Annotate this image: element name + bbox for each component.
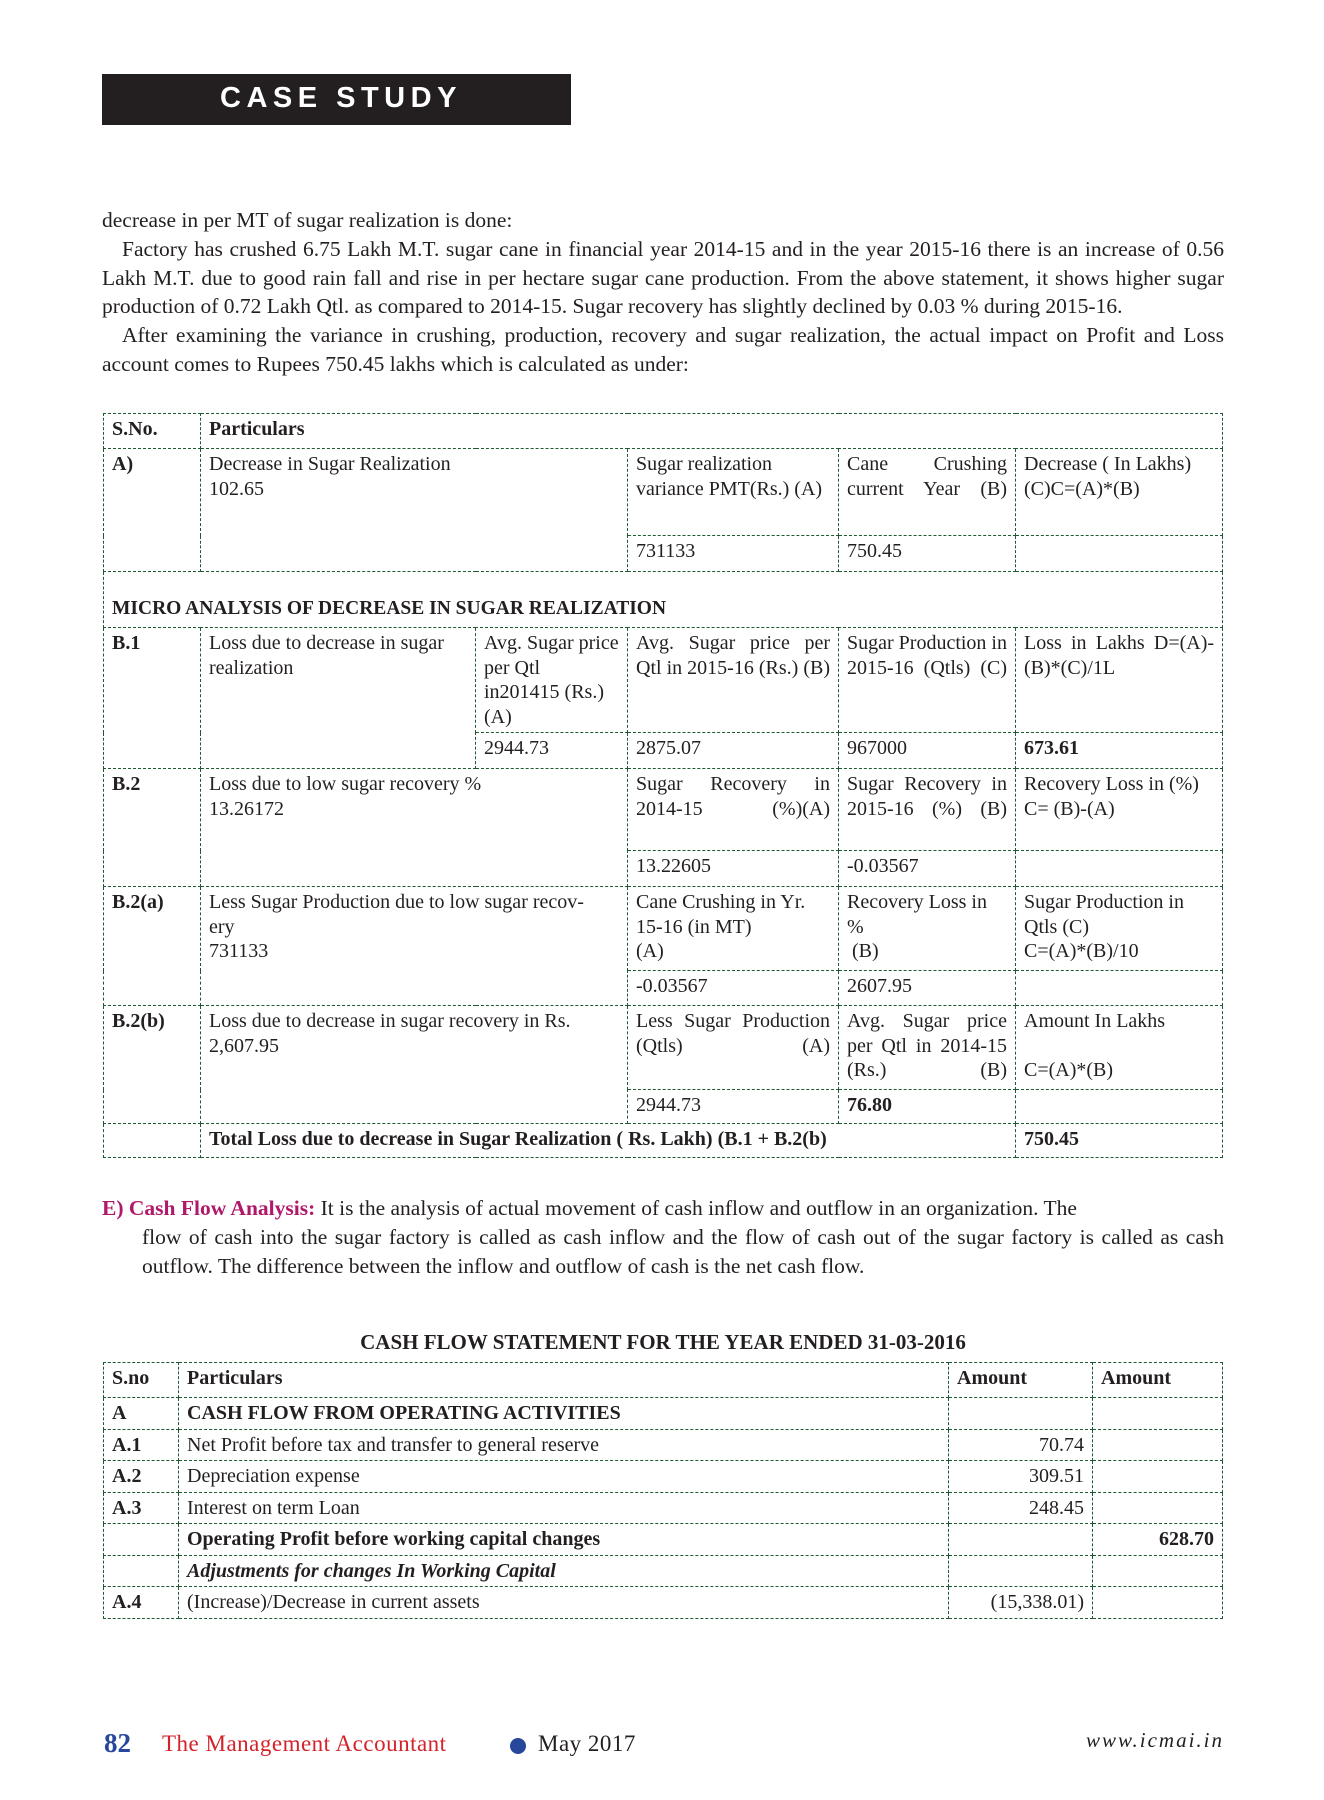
row-b2a-sno: B.2(a) xyxy=(104,887,201,1006)
row-a-val-a: 731133 xyxy=(628,536,839,572)
micro-analysis-heading: MICRO ANALYSIS OF DECREASE IN SUGAR REALIZATION xyxy=(104,572,1223,628)
intro-paragraph-1: decrease in per MT of sugar realization is done: xyxy=(102,208,513,232)
intro-paragraph-2: Factory has crushed 6.75 Lakh M.T. sugar cane in financial year 2014-15 and in the year 2015-16 there is an increase of 0.56 Lakh M.T. due to good rain fall and rise in per hectare sugar cane production. From the above statement, it shows higher sugar production of 0.72 Lakh Qtl. as compared to 2014-15. Sugar recovery has slightly declined by 0.03 % during 2015-16. xyxy=(102,236,1224,319)
row-b1-col-d-label: Loss in Lakhs D=(A)-(B)*(C)/1L xyxy=(1016,628,1223,733)
cf-header-sno: S.no xyxy=(104,1363,179,1398)
row-b2a-val-b: 2607.95 xyxy=(839,971,1016,1006)
banner-label: CASE STUDY xyxy=(220,82,462,114)
cf-row-amount-2 xyxy=(1093,1429,1223,1461)
total-value: 750.45 xyxy=(1016,1124,1223,1158)
cash-flow-analysis-text: flow of cash into the sugar factory is called as cash inflow and the flow of cash out of the sugar factory is called as cash outflow. The difference between the inflow and outflow of cash is the net cash flow. xyxy=(142,1224,1224,1278)
row-b2-particulars xyxy=(201,769,628,887)
cf-row-sno xyxy=(104,1555,179,1587)
page-footer xyxy=(102,1728,1224,1764)
cf-row-particulars: Interest on term Loan xyxy=(179,1492,949,1524)
page-number: 82 xyxy=(104,1728,131,1758)
cf-row-amount-1 xyxy=(949,1398,1093,1430)
row-b2-col-c-label: Recovery Loss in (%) C= (B)-(A) xyxy=(1016,769,1223,851)
table-row-b2 xyxy=(104,769,1223,851)
row-b2a-particulars-line-1: Less Sugar Production due to low sugar recov- xyxy=(209,891,584,913)
row-a-particulars xyxy=(201,449,628,572)
sugar-realization-table xyxy=(103,413,1223,1158)
row-b2a-col-c-label xyxy=(1016,887,1223,971)
cf-row-sno: A.3 xyxy=(104,1492,179,1524)
total-label: Total Loss due to decrease in Sugar Realization ( Rs. Lakh) (B.1 + B.2(b) xyxy=(201,1124,1016,1158)
cf-table-row xyxy=(104,1398,1223,1430)
row-b2b-particulars xyxy=(201,1006,628,1124)
cf-row-amount-2: 628.70 xyxy=(1093,1524,1223,1556)
table-row-total xyxy=(104,1124,1223,1158)
cf-table-row xyxy=(104,1492,1223,1524)
row-b2a-particulars xyxy=(201,887,628,1006)
cf-header-particulars: Particulars xyxy=(179,1363,949,1398)
row-b2a-col-a-line-3: (A) xyxy=(636,940,664,962)
case-study-banner xyxy=(102,74,571,125)
website-link[interactable]: www.icmai.in xyxy=(1086,1728,1224,1752)
cf-row-sno: A.2 xyxy=(104,1461,179,1493)
row-b2a-val-c xyxy=(1016,971,1223,1006)
cf-row-amount-1 xyxy=(949,1524,1093,1556)
row-b2b-col-c-label xyxy=(1016,1006,1223,1090)
row-b2b-particulars-label: Loss due to decrease in sugar recovery in Rs. xyxy=(209,1010,571,1032)
row-b2b-particulars-value: 2,607.95 xyxy=(209,1034,279,1057)
cf-table-row xyxy=(104,1429,1223,1461)
row-b1-col-b-label: Avg. Sugar price per Qtl in 2015-16 (Rs.) (B) xyxy=(628,628,839,733)
row-b2-particulars-value: 13.26172 xyxy=(209,797,284,820)
row-b2-particulars-label: Loss due to low sugar recovery % xyxy=(209,773,482,795)
row-b2-sno: B.2 xyxy=(104,769,201,887)
table-row-a xyxy=(104,449,1223,536)
row-a-sno: A) xyxy=(104,449,201,572)
cf-table-row xyxy=(104,1555,1223,1587)
row-b2a-col-b-line-2: % xyxy=(847,915,864,938)
cf-table-row xyxy=(104,1587,1223,1619)
row-b1-col-c-label: Sugar Production in 2015-16 (Qtls) (C) xyxy=(839,628,1016,733)
row-b2a-col-b-line-1: Recovery Loss in xyxy=(847,891,987,913)
row-b1-sno: B.1 xyxy=(104,628,201,769)
row-b2a-particulars-line-2: ery xyxy=(209,915,235,938)
table-row-b1 xyxy=(104,628,1223,733)
row-b2-val-c xyxy=(1016,851,1223,887)
micro-analysis-heading-row xyxy=(104,572,1223,628)
row-b1-val-d: 673.61 xyxy=(1016,733,1223,769)
row-b2a-col-c-line-2: Qtls (C) xyxy=(1024,915,1089,938)
row-b2b-col-c-line-1: Amount In Lakhs xyxy=(1024,1010,1166,1032)
row-a-val-c xyxy=(1016,536,1223,572)
cf-row-amount-1: 70.74 xyxy=(949,1429,1093,1461)
row-b1-val-c: 967000 xyxy=(839,733,1016,769)
row-a-val-b: 750.45 xyxy=(839,536,1016,572)
row-b1-particulars: Loss due to decrease in sugar realization xyxy=(201,628,476,769)
row-a-particulars-value: 102.65 xyxy=(209,477,264,500)
cf-row-amount-2 xyxy=(1093,1587,1223,1619)
cf-row-particulars: Adjustments for changes In Working Capital xyxy=(179,1555,949,1587)
cash-flow-analysis-first-line: It is the analysis of actual movement of cash inflow and outflow in an organization. The xyxy=(315,1196,1077,1220)
row-a-col-a-label: Sugar realization variance PMT(Rs.) (A) xyxy=(628,449,839,536)
row-b2b-col-a-label: Less Sugar Production (Qtls) (A) xyxy=(628,1006,839,1090)
row-a-particulars-label: Decrease in Sugar Realization xyxy=(209,453,451,475)
bullet-dot-icon xyxy=(510,1738,526,1754)
header-sno: S.No. xyxy=(104,414,201,449)
row-b2a-col-b-line-3: (B) xyxy=(847,940,879,962)
row-b2a-col-c-line-3: C=(A)*(B)/10 xyxy=(1024,940,1139,962)
cf-header-amount-2: Amount xyxy=(1093,1363,1223,1398)
issue-date: May 2017 xyxy=(538,1731,636,1756)
row-b2a-col-c-line-1: Sugar Production in xyxy=(1024,891,1184,913)
header-particulars: Particulars xyxy=(201,414,1223,449)
cf-header-row xyxy=(104,1363,1223,1398)
table-row-b2b xyxy=(104,1006,1223,1090)
intro-paragraph-3: After examining the variance in crushing, production, recovery and sugar realization, the actual impact on Profit and Loss account comes to Rupees 750.45 lakhs which is calculated as under: xyxy=(102,323,1224,376)
row-b2a-col-b-label xyxy=(839,887,1016,971)
row-b1-col-a-label: Avg. Sugar price per Qtl in201415 (Rs.)(A) xyxy=(476,628,628,733)
magazine-title: The Management Accountant xyxy=(162,1731,447,1756)
row-a-col-c-label: Decrease ( In Lakhs) (C)C=(A)*(B) xyxy=(1016,449,1223,536)
row-b1-val-b: 2875.07 xyxy=(628,733,839,769)
cf-row-amount-1 xyxy=(949,1555,1093,1587)
cf-row-particulars: Depreciation expense xyxy=(179,1461,949,1493)
row-b1-val-a: 2944.73 xyxy=(476,733,628,769)
row-b2b-val-c xyxy=(1016,1090,1223,1124)
cf-row-amount-1: (15,338.01) xyxy=(949,1587,1093,1619)
cash-flow-analysis-section xyxy=(102,1194,1224,1280)
table-row-b2a xyxy=(104,887,1223,971)
row-b2-val-b: -0.03567 xyxy=(839,851,1016,887)
row-a-col-b-label: Cane Crushing current Year (B) xyxy=(839,449,1016,536)
intro-text xyxy=(102,206,1224,379)
row-b2-col-a-label: Sugar Recovery in 2014-15 (%)(A) xyxy=(628,769,839,851)
row-b2b-sno: B.2(b) xyxy=(104,1006,201,1124)
cf-row-sno xyxy=(104,1524,179,1556)
cf-row-particulars: Operating Profit before working capital changes xyxy=(179,1524,949,1556)
cf-row-amount-2 xyxy=(1093,1461,1223,1493)
cf-row-particulars: Net Profit before tax and transfer to general reserve xyxy=(179,1429,949,1461)
row-b2b-val-b: 76.80 xyxy=(839,1090,1016,1124)
row-b2-col-b-label: Sugar Recovery in 2015-16 (%) (B) xyxy=(839,769,1016,851)
cf-row-particulars: CASH FLOW FROM OPERATING ACTIVITIES xyxy=(179,1398,949,1430)
cf-row-amount-1: 248.45 xyxy=(949,1492,1093,1524)
row-b2b-col-c-line-2: C=(A)*(B) xyxy=(1024,1058,1114,1081)
total-sno xyxy=(104,1124,201,1158)
row-b2a-particulars-value: 731133 xyxy=(209,940,269,962)
cf-row-amount-2 xyxy=(1093,1492,1223,1524)
cf-row-sno: A.1 xyxy=(104,1429,179,1461)
cash-flow-analysis-heading: E) Cash Flow Analysis: xyxy=(102,1196,316,1220)
cash-flow-statement-title: CASH FLOW STATEMENT FOR THE YEAR ENDED 31-03-2016 xyxy=(360,1330,966,1354)
table-header-row xyxy=(104,414,1223,449)
row-b2a-col-a-label xyxy=(628,887,839,971)
row-b2a-col-a-line-1: Cane Crushing in Yr. xyxy=(636,891,806,913)
cf-row-amount-2 xyxy=(1093,1398,1223,1430)
row-b2b-val-a: 2944.73 xyxy=(628,1090,839,1124)
cf-table-row xyxy=(104,1461,1223,1493)
row-b2-val-a: 13.22605 xyxy=(628,851,839,887)
cf-row-sno: A xyxy=(104,1398,179,1430)
cf-row-particulars: (Increase)/Decrease in current assets xyxy=(179,1587,949,1619)
cf-table-row xyxy=(104,1524,1223,1556)
cf-row-amount-2 xyxy=(1093,1555,1223,1587)
row-b2a-val-a: -0.03567 xyxy=(628,971,839,1006)
row-b2a-col-a-line-2: 15-16 (in MT) xyxy=(636,915,752,938)
cf-row-sno: A.4 xyxy=(104,1587,179,1619)
cf-row-amount-1: 309.51 xyxy=(949,1461,1093,1493)
cash-flow-statement-table xyxy=(103,1362,1223,1619)
cf-header-amount-1: Amount xyxy=(949,1363,1093,1398)
row-b2b-col-b-label: Avg. Sugar price per Qtl in 2014-15 (Rs.) (B) xyxy=(839,1006,1016,1090)
